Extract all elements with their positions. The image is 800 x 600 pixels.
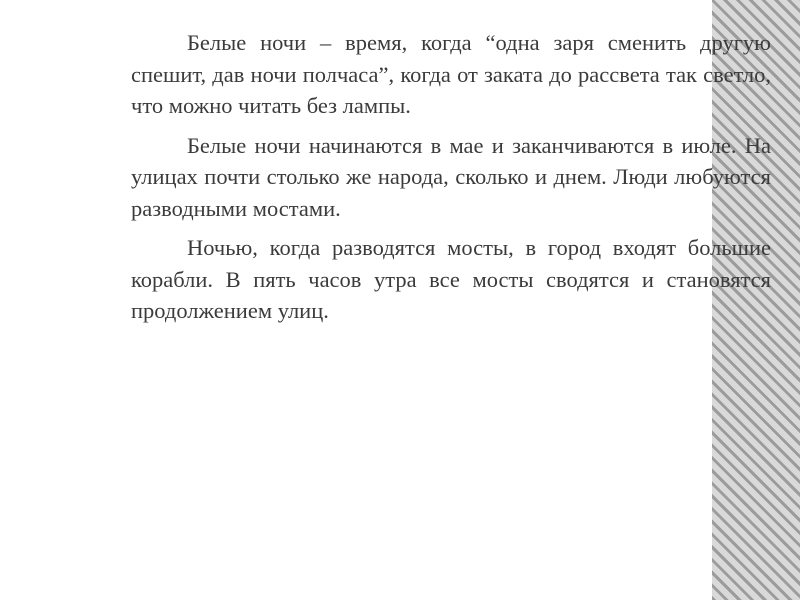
paragraph-white-nights-definition: Белые ночи – время, когда “одна заря сменить другую спешит, дав ночи полчаса”, когда от заката до рассвета так светло, что можно читать без лампы. xyxy=(131,30,771,118)
paragraph-white-nights-season: Белые ночи начинаются в мае и заканчиваются в июле. На улицах почти столько же народа, сколько и днем. Люди любуются разводными мостами. xyxy=(131,132,771,221)
slide-text-body xyxy=(131,27,771,335)
paragraph-bridges-and-ships: Ночью, когда разводятся мосты, в город входят большие корабли. В пять часов утра все мосты сводятся и становятся продолжением улиц. xyxy=(131,235,771,323)
